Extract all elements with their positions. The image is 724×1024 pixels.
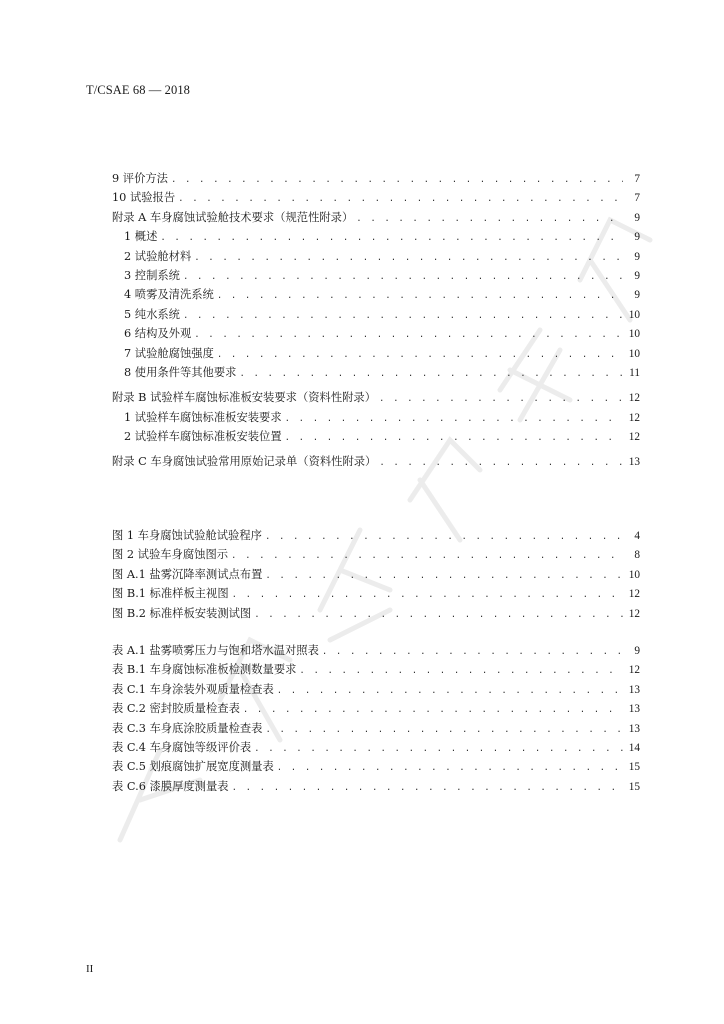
toc-entry-label: 图 A.1 盐雾沉降率测试点布置 [112, 567, 263, 581]
toc-entry-page: 9 [634, 269, 640, 282]
toc-entry-label: 3 控制系统 [124, 268, 180, 282]
toc-entry-label: 5 纯水系统 [124, 307, 180, 321]
toc-entry-page: 10 [628, 347, 640, 360]
toc-entry-page: 10 [628, 568, 640, 581]
toc-entry-label: 10 试验报告 [112, 191, 176, 205]
toc-entry[interactable] [112, 566, 640, 585]
toc-entry[interactable] [112, 286, 640, 305]
toc-entry-page: 9 [634, 250, 640, 263]
toc-entry[interactable] [112, 778, 640, 797]
toc-entry[interactable] [112, 209, 640, 228]
toc-entry[interactable] [112, 585, 640, 604]
toc-entry[interactable] [112, 758, 640, 777]
toc-entry[interactable] [112, 642, 640, 661]
toc-entry-page: 14 [628, 741, 640, 754]
toc-entry[interactable] [112, 306, 640, 325]
toc-entry-label: 9 评价方法 [112, 172, 168, 185]
dot-leader [217, 291, 623, 301]
dot-leader [285, 433, 623, 443]
toc-entry[interactable] [112, 189, 640, 208]
toc-entry-label: 表 C.5 划痕腐蚀扩展宽度测量表 [112, 760, 274, 774]
toc-entry-page: 11 [629, 366, 640, 379]
dot-leader [194, 253, 623, 263]
toc-entry-label: 附录 C 车身腐蚀试验常用原始记录单（资料性附录） [112, 455, 377, 469]
toc-entry-page: 13 [628, 683, 640, 696]
toc-entry[interactable] [112, 389, 640, 408]
dot-leader [299, 666, 623, 676]
toc-entry-label: 7 试验舱腐蚀强度 [124, 346, 214, 360]
toc-entry-label: 图 2 试验车身腐蚀图示 [112, 548, 229, 562]
toc-entry-page: 9 [634, 645, 640, 657]
toc-entry-page: 15 [628, 761, 640, 774]
toc-entry-label: 2 试验样车腐蚀标准板安装位置 [124, 430, 282, 444]
dot-leader [265, 725, 623, 735]
page-number-footer: II [86, 963, 94, 975]
dot-leader [254, 610, 623, 620]
toc-entry[interactable] [112, 527, 640, 546]
toc-entry-page: 12 [628, 392, 640, 405]
toc-entry-label: 图 B.1 标准样板主视图 [112, 587, 229, 601]
toc-entry-page: 15 [628, 780, 640, 793]
toc-entry-label: 表 C.2 密封胶质量检查表 [112, 702, 240, 716]
toc-entry-label: 1 概述 [124, 230, 158, 244]
toc-entry-page: 10 [628, 328, 640, 341]
toc-entry[interactable] [112, 605, 640, 624]
dot-leader [194, 330, 623, 340]
toc-entry-page: 13 [628, 456, 640, 469]
toc-entry[interactable] [112, 700, 640, 719]
toc-entry-page: 13 [628, 722, 640, 735]
dot-leader [254, 744, 623, 754]
toc-entry-page: 12 [628, 588, 640, 601]
toc-entry-page: 12 [628, 607, 640, 620]
toc-entry-page: 13 [628, 703, 640, 716]
toc-entry-label: 表 C.1 车身涂装外观质量检查表 [112, 682, 274, 696]
dot-leader [239, 369, 623, 379]
toc-entry-label: 附录 A 车身腐蚀试验舱技术要求（规范性附录） [112, 210, 354, 224]
toc-entry-label: 6 结构及外观 [124, 327, 192, 341]
toc-entry-label: 1 试验样车腐蚀标准板安装要求 [124, 410, 282, 424]
toc-entry-page: 12 [628, 411, 640, 424]
toc-entry-label: 8 使用条件等其他要求 [124, 365, 237, 379]
toc-entry[interactable] [112, 409, 640, 428]
toc-entry-label: 附录 B 试验样车腐蚀标准板安装要求（资料性附录） [112, 391, 377, 405]
dot-leader [322, 647, 623, 657]
dot-leader [183, 311, 623, 321]
toc-entry[interactable] [112, 364, 640, 383]
toc-entry[interactable] [112, 325, 640, 344]
toc-entry-page: 7 [634, 173, 640, 185]
toc-entry-page: 9 [634, 289, 640, 302]
dot-leader [231, 551, 623, 561]
toc-tables [112, 642, 640, 797]
dot-leader [171, 175, 623, 185]
dot-leader [232, 783, 623, 793]
toc-entry[interactable] [112, 453, 640, 472]
toc-entry[interactable] [112, 720, 640, 739]
dot-leader [265, 571, 623, 581]
toc-entry-label: 表 C.6 漆膜厚度测量表 [112, 779, 229, 793]
toc-entry-label: 4 喷雾及清洗系统 [124, 288, 214, 302]
toc-entry-page: 9 [634, 211, 640, 224]
dot-leader [356, 214, 623, 224]
toc-entry[interactable] [112, 170, 640, 189]
toc-entry-page: 9 [634, 231, 640, 244]
toc-entry[interactable] [112, 428, 640, 447]
dot-leader [217, 350, 623, 360]
toc-entry[interactable] [112, 661, 640, 680]
dot-leader [379, 458, 623, 468]
toc-entry-page: 7 [634, 192, 640, 205]
toc-entry-label: 表 B.1 车身腐蚀标准板检测数量要求 [112, 663, 297, 677]
toc-entry-label: 表 C.3 车身底涂胶质量检查表 [112, 721, 263, 735]
toc-entry-label: 图 B.2 标准样板安装测试图 [112, 606, 252, 620]
toc-entry-label: 2 试验舱材料 [124, 249, 192, 263]
toc-entry-page: 8 [634, 549, 640, 562]
toc-entry-page: 4 [634, 530, 640, 542]
dot-leader [243, 705, 623, 715]
toc-figures [112, 527, 640, 624]
toc-entry-page: 12 [628, 664, 640, 677]
toc-entry[interactable] [112, 248, 640, 267]
toc-entry-page: 12 [628, 431, 640, 444]
dot-leader [178, 194, 623, 204]
toc-entry-label: 表 C.4 车身腐蚀等级评价表 [112, 740, 252, 754]
dot-leader [232, 590, 623, 600]
toc-entry[interactable] [112, 681, 640, 700]
toc-entry[interactable] [112, 739, 640, 758]
toc-entry[interactable] [112, 228, 640, 247]
toc-chapters [112, 170, 640, 473]
toc-entry-label: 图 1 车身腐蚀试验舱试验程序 [112, 529, 262, 542]
dot-leader [160, 233, 623, 243]
dot-leader [277, 686, 623, 696]
dot-leader [265, 532, 623, 542]
toc-entry[interactable] [112, 267, 640, 286]
dot-leader [183, 272, 623, 282]
document-code-header: T/CSAE 68 — 2018 [86, 83, 191, 97]
toc-entry-label: 表 A.1 盐雾喷雾压力与饱和塔水温对照表 [112, 644, 319, 657]
dot-leader [379, 394, 623, 404]
dot-leader [277, 763, 623, 773]
toc-entry[interactable] [112, 345, 640, 364]
toc-entry[interactable] [112, 546, 640, 565]
toc-entry-page: 10 [628, 308, 640, 321]
dot-leader [285, 414, 623, 424]
